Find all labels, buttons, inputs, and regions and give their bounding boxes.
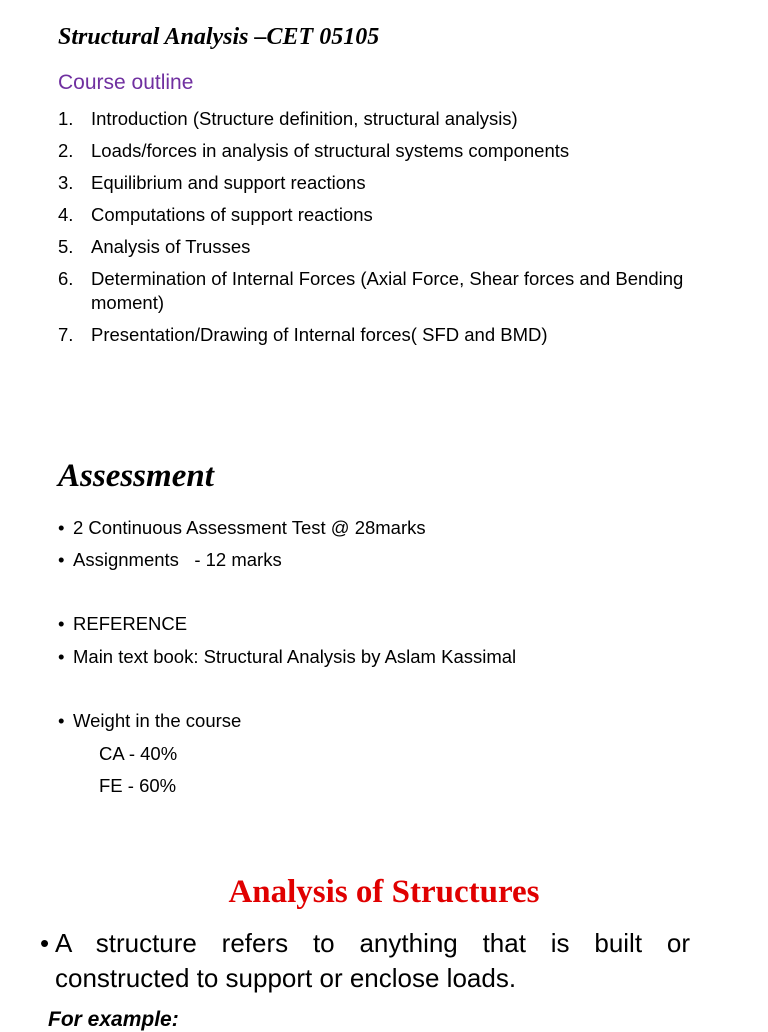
ca-weight-text: CA - 40% — [99, 743, 178, 764]
fe-weight-text: FE - 60% — [99, 775, 177, 796]
outline-item-text: Introduction (Structure definition, structural analysis) — [91, 108, 518, 129]
example-label: For example: — [48, 1008, 179, 1031]
assessment-assignments-line — [58, 548, 282, 572]
outline-item-text: Equilibrium and support reactions — [91, 172, 366, 193]
bullet-marker: • — [58, 549, 65, 570]
course-outline-heading: Course outline — [58, 71, 194, 94]
bullet-marker: • — [58, 517, 65, 538]
analysis-heading: Analysis of Structures — [228, 874, 540, 910]
outline-item-text: Presentation/Drawing of Internal forces( SFD and BMD) — [91, 324, 548, 345]
outline-item-number: 7. — [58, 324, 74, 345]
course-outline-list — [58, 107, 738, 355]
textbook-line — [58, 645, 516, 669]
weight-label: Weight in the course — [73, 710, 242, 731]
bullet-marker: • — [58, 710, 65, 731]
textbook-text: Main text book: Structural Analysis by Aslam Kassimal — [73, 646, 517, 667]
outline-item-text: Analysis of Trusses — [91, 236, 251, 257]
assessment-assignments-text: Assignments - 12 marks — [73, 549, 282, 570]
outline-item — [58, 203, 738, 227]
outline-item — [58, 107, 738, 131]
outline-item-text: Determination of Internal Forces (Axial Force, Shear forces and Bending moment) — [91, 268, 684, 313]
weight-line — [58, 709, 241, 733]
outline-item-number: 2. — [58, 140, 74, 161]
outline-item-number: 6. — [58, 268, 74, 289]
outline-item — [58, 267, 738, 315]
structure-definition-paragraph — [40, 926, 690, 996]
reference-line — [58, 612, 187, 636]
assessment-cat-text: 2 Continuous Assessment Test @ 28marks — [73, 517, 426, 538]
bullet-marker: • — [40, 928, 50, 958]
outline-item — [58, 235, 738, 259]
outline-item-number: 1. — [58, 108, 74, 129]
outline-item — [58, 323, 738, 347]
outline-item — [58, 139, 738, 163]
outline-item — [58, 171, 738, 195]
outline-item-text: Loads/forces in analysis of structural systems components — [91, 140, 570, 161]
assessment-cat-line — [58, 516, 426, 540]
reference-label: REFERENCE — [73, 613, 188, 634]
outline-item-number: 3. — [58, 172, 74, 193]
page-title: Structural Analysis –CET 05105 — [58, 24, 380, 50]
structure-definition-text: A structure refers to anything that is built or constructed to support or enclose loads. — [55, 928, 690, 993]
bullet-marker: • — [58, 646, 65, 667]
outline-item-number: 5. — [58, 236, 74, 257]
outline-item-text: Computations of support reactions — [91, 204, 373, 225]
bullet-marker: • — [58, 613, 65, 634]
assessment-heading: Assessment — [58, 458, 214, 494]
outline-item-number: 4. — [58, 204, 74, 225]
